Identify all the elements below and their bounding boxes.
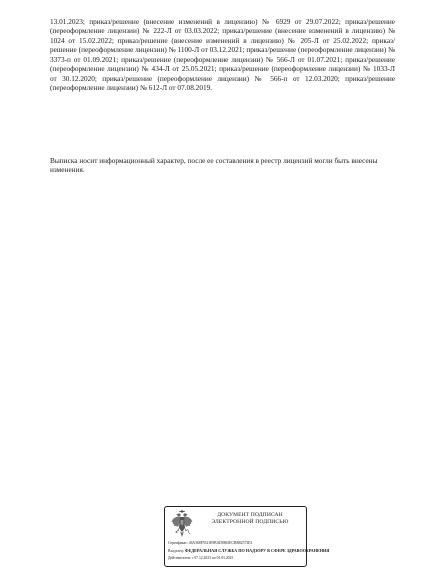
electronic-signature-stamp xyxy=(164,506,330,567)
certificate-row xyxy=(168,541,252,546)
license-orders-text: 13.01.2023; приказ/решение (внесение изменений в лицензию) № 6929 от 29.07.2022; приказ/решение (переоформление лицензии) № 222-Л от 03.03.2022; приказ/решение (внесение изменений в лицензию) № 1024 от 15.02.2022; приказ/решение (внесение изменений в лицензию) № 205-Л от 25.02.2022; приказ/решение (переоформление лицензии) № 1100-Л от 03.12.2021; приказ/решение (переоформление лицензии) № 3373-п от 01.09.2021; приказ/решение (переоформление лицензии) № 566-Л от 01.07.2021; приказ/решение (переоформление лицензии) № 434-Л от 25.05.2021; приказ/решение (переоформление лицензии) № 1033-Л от 30.12.2020; приказ/решение (переоформление лицензии) № 566-п от 12.03.2020; приказ/решение (переоформление лицензии) № 612-Л от 07.08.2019. xyxy=(50,17,395,93)
validity-value: с 07.12.2023 по 01.03.2025 xyxy=(191,556,234,560)
stamp-title xyxy=(195,512,305,526)
validity-row xyxy=(168,556,233,561)
validity-label: Действителен: xyxy=(168,556,191,560)
owner-row xyxy=(168,548,329,554)
stamp-title-line-2: ЭЛЕКТРОННОЙ ПОДПИСЬЮ xyxy=(211,519,289,525)
certificate-value: 46A368F5521E9BAD0861ECBB82573E3 xyxy=(188,541,253,545)
certificate-label: Сертификат: xyxy=(168,541,188,545)
owner-value: ФЕДЕРАЛЬНАЯ СЛУЖБА ПО НАДЗОРУ В СФЕРЕ ЗДРАВООХРАНЕНИЯ xyxy=(184,548,330,553)
informational-notice: Выписка носит информационный характер, после ее составления в реестр лицензий могли быть внесены изменения. xyxy=(50,156,378,175)
stamp-title-line-1: ДОКУМЕНТ ПОДПИСАН xyxy=(217,512,283,518)
double-headed-eagle-emblem-icon xyxy=(171,510,193,540)
owner-label: Владелец: xyxy=(168,549,184,553)
